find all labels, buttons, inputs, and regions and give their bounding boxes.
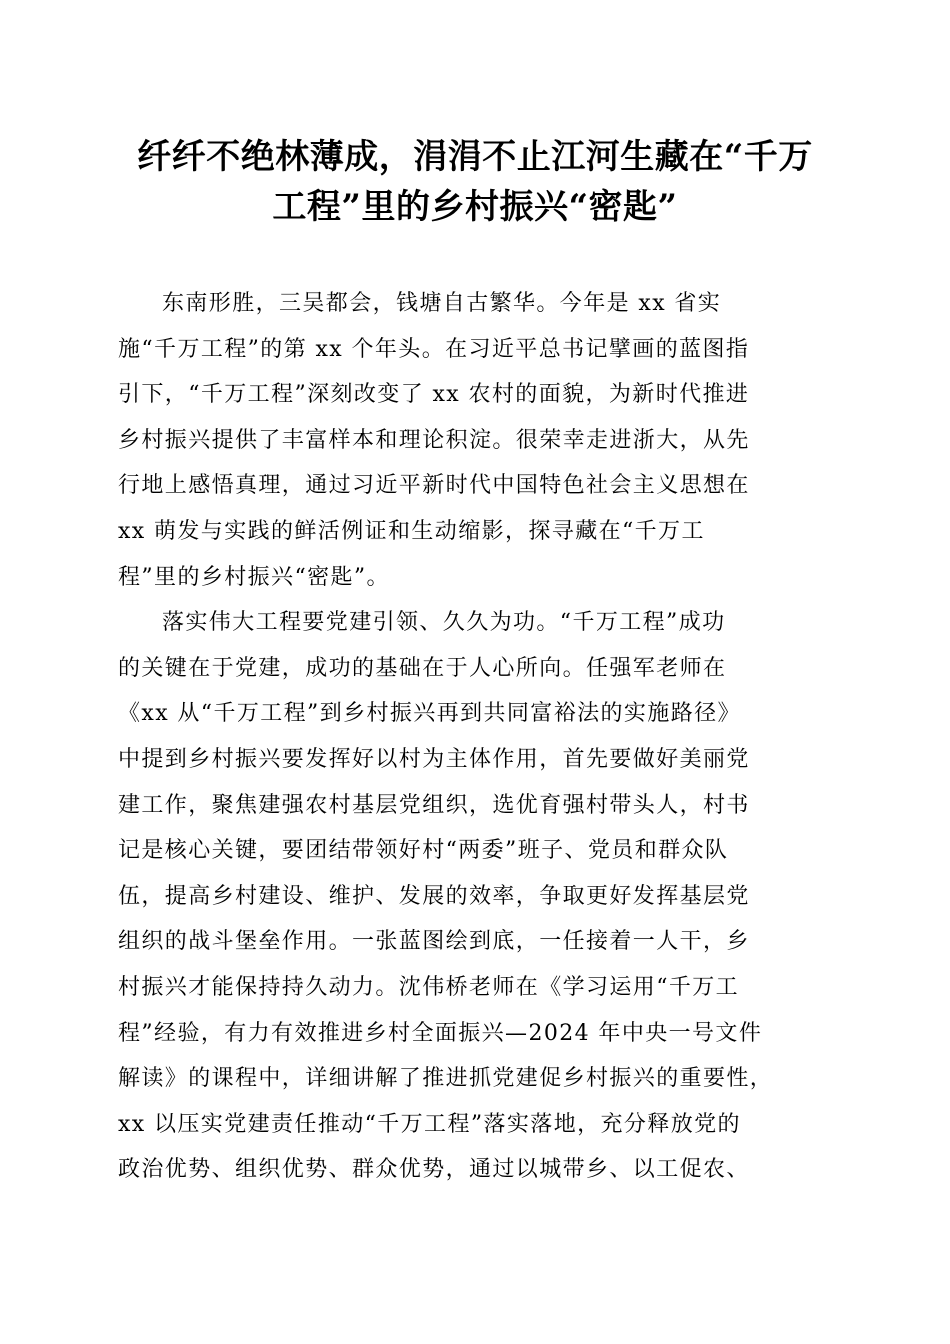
title-line: 工程”里的乡村振兴“密匙” [272,187,678,227]
text-line: 东南形胜，三吴都会，钱塘自古繁华。今年是 xx 省实 [162,291,722,316]
text-line: 记是核心关键，要团结带领好村“两委”班子、党员和群众队 [118,838,729,864]
text-line: 落实伟大工程要党建引领、久久为功。“千万工程”成功 [162,610,726,636]
text-line: 政治优势、组织优势、群众优势，通过以城带乡、以工促农、 [118,1157,750,1183]
document-title [112,132,838,232]
text-line: 行地上感悟真理，通过习近平新时代中国特色社会主义思想在 [118,473,750,499]
text-line: 的关键在于党建，成功的基础在于人心所向。任强军老师在 [118,655,727,681]
text-line: 引下，“千万工程”深刻改变了 xx 农村的面貌，为新时代推进 [118,382,750,408]
text-line: xx 萌发与实践的鲜活例证和生动缩影，探寻藏在“千万工 [118,518,705,544]
title-line: 纤纤不绝林薄成，涓涓不止江河生藏在“千万 [137,137,813,177]
text-line: 伍，提高乡村建设、维护、发展的效率，争取更好发挥基层党 [118,883,750,909]
text-line: xx 以压实党建责任推动“千万工程”落实落地，充分释放党的 [118,1111,741,1137]
paragraph-1 [118,281,838,600]
text-line: 解读》的课程中，详细讲解了推进抓党建促乡村振兴的重要性， [118,1066,774,1092]
text-line: 组织的战斗堡垒作用。一张蓝图绘到底，一任接着一人干，乡 [118,929,750,955]
text-line: 中提到乡村振兴要发挥好以村为主体作用，首先要做好美丽党 [118,746,750,772]
text-line: 程”里的乡村振兴“密匙”。 [118,564,390,590]
text-line: 村振兴才能保持持久动力。沈伟桥老师在《学习运用“千万工 [118,974,740,1000]
paragraph-2 [118,600,838,1193]
text-line: 程”经验，有力有效推进乡村全面振兴—2024 年中央一号文件 [118,1020,763,1046]
text-line: 《xx 从“千万工程”到乡村振兴再到共同富裕法的实施路径》 [118,701,741,727]
text-line: 乡村振兴提供了丰富样本和理论积淀。很荣幸走进浙大，从先 [118,427,750,453]
text-line: 建工作，聚焦建强农村基层党组织，选优育强村带头人，村书 [118,792,750,818]
document-body [118,281,838,1193]
text-line: 施“千万工程”的第 xx 个年头。在习近平总书记擘画的蓝图指 [118,336,750,362]
